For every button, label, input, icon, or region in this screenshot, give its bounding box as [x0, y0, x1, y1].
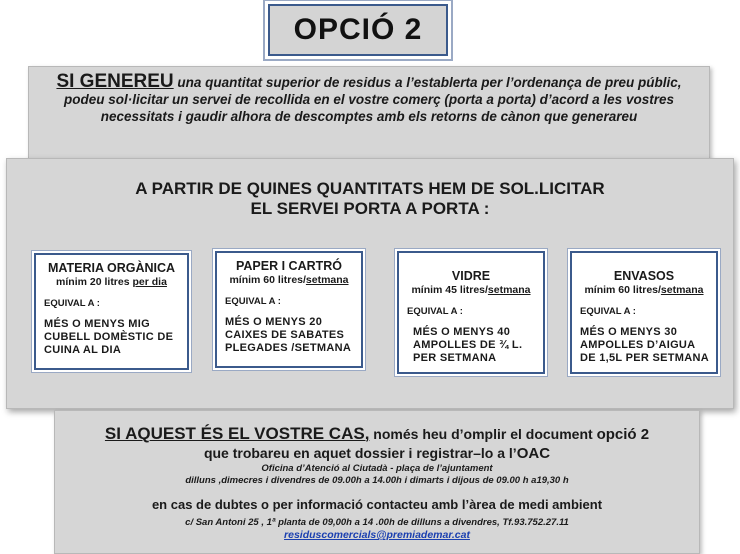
oac-label: OAC	[516, 445, 551, 462]
page-title: OPCIÓ 2	[293, 13, 423, 46]
case-doc: opció 2	[596, 426, 650, 443]
card-quantity	[578, 284, 710, 297]
card-description: MÉS O MENYS 30 AMPOLLES D’AIGUA DE 1,5L PER SETMANA	[580, 326, 709, 364]
card-glass	[397, 251, 545, 374]
quantity-value: mínim 60 litres/	[584, 284, 661, 296]
register-text: que trobareu en aquet dossier i registrar–lo a l’	[203, 445, 517, 461]
quantity-value: mínim 20 litres	[56, 276, 133, 288]
card-quantity	[42, 276, 181, 289]
card-description: MÉS O MENYS 40 AMPOLLES DE ¾ L. PER SETMANA	[413, 326, 523, 364]
card-quantity	[223, 274, 355, 287]
intro-lead: SI GENEREU	[56, 71, 174, 92]
card-equiv: EQUIVAL A :	[44, 298, 100, 309]
card-equiv: EQUIVAL A :	[225, 296, 281, 307]
card-description: MÉS O MENYS 20 CAIXES DE SABATES PLEGADES /SETMANA	[225, 316, 352, 354]
heading-line-1: A PARTIR DE QUINES QUANTITATS HEM DE SOL.LICITAR	[135, 179, 605, 198]
doubts-line: en cas de dubtes o per informació contacteu amb l’àrea de medi ambient	[151, 497, 603, 512]
quantity-period: per dia	[132, 276, 167, 288]
title-box	[268, 4, 448, 56]
address-line: c/ San Antoni 25 , 1ª planta de 09,00h a 14 .00h de dilluns a divendres, Tf.93.752.27.11	[185, 517, 569, 528]
quantities-heading	[7, 179, 733, 219]
case-text: només heu d’omplir el document	[369, 426, 597, 442]
card-equiv: EQUIVAL A :	[580, 306, 636, 317]
quantity-period: setmana	[660, 284, 704, 296]
intro-paragraph	[41, 73, 697, 125]
hours-line: dilluns ,dimecres i divendres de 09.00h a 14.00h i dimarts i dijous de 09.00 h a19,30 h	[185, 475, 569, 486]
heading-line-2: EL SERVEI PORTA A PORTA :	[250, 199, 490, 218]
card-title: ENVASOS	[613, 269, 675, 283]
card-title: VIDRE	[451, 269, 491, 283]
case-line	[55, 425, 699, 444]
contact-panel	[54, 410, 700, 554]
card-equiv: EQUIVAL A :	[407, 306, 463, 317]
email-link[interactable]: residuscomercials@premiademar.cat	[284, 529, 470, 541]
intro-text: una quantitat superior de residus a l’establerta per l’ordenança de preu públic, podeu sol·licitar un servei de recollida en el vostre comerç (porta a porta) d’acord a les vostres necessitats i gaudir alhora de descomptes amb els retorns de cànon que generareu	[64, 75, 682, 124]
card-description: MÉS O MENYS MIG CUBELL DOMÈSTIC DE CUINA AL DIA	[44, 318, 174, 356]
card-organic	[34, 253, 189, 370]
register-line	[55, 444, 699, 463]
card-quantity	[405, 284, 537, 297]
quantity-value: mínim 60 litres/	[229, 274, 306, 286]
quantities-panel	[6, 158, 734, 409]
card-paper	[215, 251, 363, 368]
card-title: MATERIA ORGÀNICA	[47, 261, 176, 275]
intro-panel	[28, 66, 710, 161]
card-title: PAPER I CARTRÓ	[235, 259, 343, 273]
quantity-period: setmana	[487, 284, 531, 296]
office-line: Oficina d’Atenció al Ciutadà - plaça de l’ajuntament	[261, 463, 493, 474]
card-packaging	[570, 251, 718, 374]
case-lead: SI AQUEST ÉS EL VOSTRE CAS,	[104, 424, 370, 443]
quantity-value: mínim 45 litres/	[411, 284, 488, 296]
quantity-period: setmana	[305, 274, 349, 286]
